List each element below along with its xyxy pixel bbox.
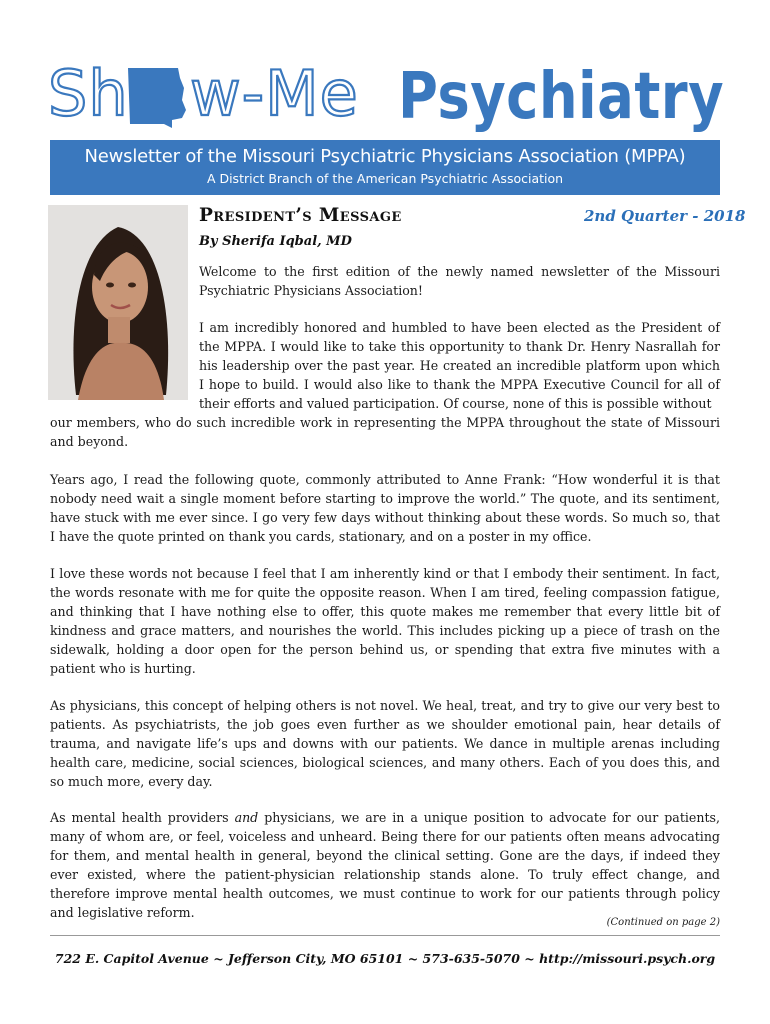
masthead-w-me: w-Me (190, 57, 359, 130)
continued-note: (Continued on page 2) (606, 917, 720, 928)
missouri-state-icon (128, 68, 186, 128)
masthead-psychiatry: Psychiatry (398, 60, 724, 134)
paragraph-6 (50, 808, 720, 922)
footer-divider (50, 935, 720, 936)
issue-date: 2nd Quarter - 2018 (584, 207, 746, 225)
paragraph-1: Welcome to the first edition of the newly named newsletter of the Missouri Psychiatric Physicians Association! (199, 264, 720, 298)
paragraph-5: As physicians, this concept of helping others is not novel. We heal, treat, and try to give our very best to patients. As psychiatrists, the job goes even further as we shoulder emotional pain, hear details of trauma, and navigate life’s ups and downs with our patients. We dance in multiple arenas including health care, medicine, social sciences, biological sciences, and many others. Each of you does this, and so much more, every day. (50, 698, 720, 789)
article-byline: By Sherifa Iqbal, MD (199, 234, 352, 249)
newsletter-title: Newsletter of the Missouri Psychiatric Physicians Association (MPPA) (84, 146, 686, 167)
header-banner (50, 140, 720, 195)
paragraph-2: I am incredibly honored and humbled to have been elected as the President of the MPPA. I would like to take this opportunity to thank Dr. Henry Nasrallah for his leadership over the past year. He created an incredible platform upon which I hope to build. I would also like to thank the MPPA Executive Council for all of their efforts and valued participation. Of course, none of this is possible without (199, 320, 720, 411)
paragraph-4: I love these words not because I feel that I am inherently kind or that I embody their sentiment. In fact, the words resonate with me for quite the opposite reason. When I am tired, feeling compassion fatigue, and thinking that I have nothing else to offer, this quote makes me remember that every little bit of kindness and grace matters, and nourishes the world. This includes picking up a piece of trash on the sidewalk, holding a door open for the person behind us, or spending that extra five minutes with a patient who is hurting. (50, 566, 720, 676)
paragraph-6-start: As mental health providers (50, 810, 235, 825)
paragraph-6-emphasis: and (234, 810, 259, 825)
author-photo (48, 205, 188, 400)
footer-address: 722 E. Capitol Avenue ~ Jefferson City, MO 65101 ~ 573-635-5070 ~ http://missouri.psych.org (54, 951, 716, 966)
paragraph-2-continued: our members, who do such incredible work in representing the MPPA throughout the state of Missouri and beyond. (50, 415, 720, 449)
newsletter-subtitle: A District Branch of the American Psychiatric Association (206, 171, 564, 186)
paragraph-3: Years ago, I read the following quote, commonly attributed to Anne Frank: “How wonderful it is that nobody need wait a single moment before starting to improve the world.” The quote, and its sentiment, have stuck with me ever since. I go very few days without thinking about these words. So much so, that I have the quote printed on thank you cards, stationary, and on a poster in my office. (50, 472, 720, 544)
masthead-sh: Sh (48, 57, 129, 130)
paragraph-6-rest: physicians, we are in a unique position to advocate for our patients, many of whom are, or feel, voiceless and unheard. Being there for our patients often means advocating for them, and mental health in general, beyond the clinical setting. Gone are the days, if indeed they ever existed, where the patient-physician relationship stands alone. To truly effect change, and therefore improve mental health outcomes, we must continue to work for our patients through policy and legislative reform. (50, 810, 720, 920)
article-title: President’s Message (199, 205, 402, 226)
masthead-logo (44, 40, 734, 140)
